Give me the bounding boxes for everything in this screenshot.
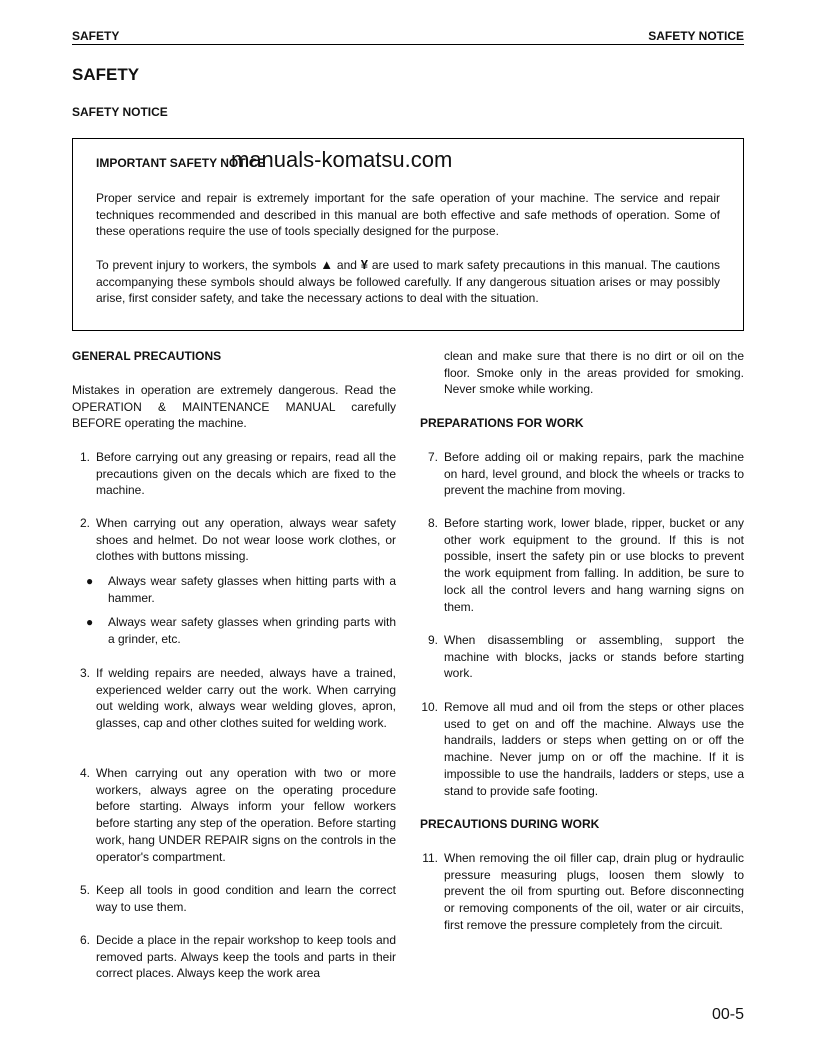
subsection-heading xyxy=(72,348,396,365)
item-text: Before adding oil or making repairs, park the machine on hard, level ground, and block the wheels or tracks to prevent the machine from moving. xyxy=(444,450,744,498)
bullet-item xyxy=(72,573,396,606)
item-number: 5. xyxy=(79,883,90,897)
list-item xyxy=(420,348,744,398)
item-number: 1. xyxy=(79,450,90,464)
item-number: 11. xyxy=(422,851,438,865)
list-item xyxy=(420,850,744,934)
item-text: Remove all mud and oil from the steps or other places used to get on and off the machine. Always use the handrails, ladders or steps when getting on or off the machine. Never jump on or off the machine. If it is impossible to use the handrails, ladders or steps, use a stand to provide safe footing. xyxy=(444,700,744,798)
item-text: Before carrying out any greasing or repairs, read all the precautions given on the decals which are fixed to the machine. xyxy=(96,450,396,498)
list-item xyxy=(72,515,396,565)
item-number: 10. xyxy=(421,700,438,714)
bullet-icon: ● xyxy=(86,574,94,588)
list-item xyxy=(72,932,396,982)
list-item xyxy=(72,665,396,732)
header-rule xyxy=(72,44,744,45)
bullet-item xyxy=(72,614,396,647)
item-text: GENERAL PRECAUTIONS xyxy=(72,349,222,363)
warning-triangle-icon: ▲ xyxy=(320,257,334,272)
item-text: When carrying out any operation with two or more workers, always agree on the operating procedure before starting. Always inform your fellow workers before starting any step of the operation. Before starting work, hang UNDER REPAIR signs on the controls in the operator's compartment. xyxy=(96,766,396,864)
section-title: SAFETY NOTICE xyxy=(72,105,168,119)
subsection-heading xyxy=(420,415,744,432)
important-safety-notice-box xyxy=(72,138,744,331)
item-text: Keep all tools in good condition and learn the correct way to use them. xyxy=(96,883,396,914)
subsection-heading xyxy=(420,816,744,833)
item-text: When carrying out any operation, always wear safety shoes and helmet. Do not wear loose work clothes, or clothes with buttons missing. xyxy=(96,516,396,564)
item-number: 8. xyxy=(427,516,438,530)
item-text: PREPARATIONS FOR WORK xyxy=(420,416,584,430)
item-text: If welding repairs are needed, always have a trained, experienced welder carry out the work. When carrying out welding work, always wear welding gloves, apron, glasses, cap and other clothes suited for welding work. xyxy=(96,666,396,731)
watermark: manuals-komatsu.com xyxy=(231,147,453,172)
item-text: PRECAUTIONS DURING WORK xyxy=(420,817,600,831)
item-text: When removing the oil filler cap, drain plug or hydraulic pressure measuring plugs, loosen them slowly to prevent the oil from spurting out. Before disconnecting or removing components of the oil, water or air circuits, first remove the pressure completely from the circuit. xyxy=(444,851,744,932)
list-item xyxy=(72,765,396,865)
item-text: Always wear safety glasses when hitting parts with a hammer. xyxy=(108,574,396,605)
item-text: Decide a place in the repair workshop to keep tools and removed parts. Always keep the tools and parts in their correct places. Always keep the work area xyxy=(96,933,396,981)
notice-paragraph-1: Proper service and repair is extremely important for the safe operation of your machine. The service and repair techniques recommended and described in this manual are both effective and safe methods of operation. Some of these operations require the use of tools specially designed for the purpose. xyxy=(96,191,720,239)
bullet-icon: ● xyxy=(86,615,94,629)
notice-text: are used to mark safety precautions in this manual. The cautions accompanying these symbols should always be followed carefully. If any dangerous situation arises or may possibly arise, first consider safety, and take the necessary actions to deal with the situation. xyxy=(96,258,720,306)
page-title: SAFETY xyxy=(72,65,140,84)
list-item xyxy=(420,699,744,799)
list-item xyxy=(72,449,396,499)
item-number: 2. xyxy=(79,516,90,530)
item-number: 4. xyxy=(79,766,90,780)
list-item xyxy=(72,882,396,915)
item-text: Mistakes in operation are extremely dangerous. Read the OPERATION & MAINTENANCE MANUAL carefully BEFORE operating the machine. xyxy=(72,383,396,431)
list-item xyxy=(420,632,744,682)
item-text: Before starting work, lower blade, ripper, bucket or any other work equipment to the ground. If this is not possible, insert the safety pin or use blocks to prevent the work equipment from falling. In addition, be sure to lock all the control levers and hang warning signs on them. xyxy=(444,516,744,614)
item-text: Always wear safety glasses when grinding parts with a grinder, etc. xyxy=(108,615,396,646)
item-number: 7. xyxy=(427,450,438,464)
item-text: When disassembling or assembling, support the machine with blocks, jacks or stands before starting work. xyxy=(444,633,744,681)
header-subsection: SAFETY NOTICE xyxy=(648,29,744,43)
page-number: 00-5 xyxy=(711,1006,744,1023)
notice-text: and xyxy=(336,258,357,272)
notice-text: To prevent injury to workers, the symbols xyxy=(96,258,317,272)
item-number: 6. xyxy=(79,933,90,947)
notice-paragraph-2 xyxy=(96,257,720,307)
header-section: SAFETY xyxy=(72,29,120,43)
paragraph xyxy=(72,382,396,432)
list-item xyxy=(420,449,744,499)
notice-heading: IMPORTANT SAFETY NOTICE xyxy=(96,156,266,170)
caution-person-icon: ¥ xyxy=(360,257,368,272)
item-number: 3. xyxy=(79,666,90,680)
item-text: clean and make sure that there is no dirt or oil on the floor. Smoke only in the areas provided for smoking. Never smoke while working. xyxy=(444,349,744,397)
list-item xyxy=(420,515,744,615)
item-number: 9. xyxy=(427,633,438,647)
